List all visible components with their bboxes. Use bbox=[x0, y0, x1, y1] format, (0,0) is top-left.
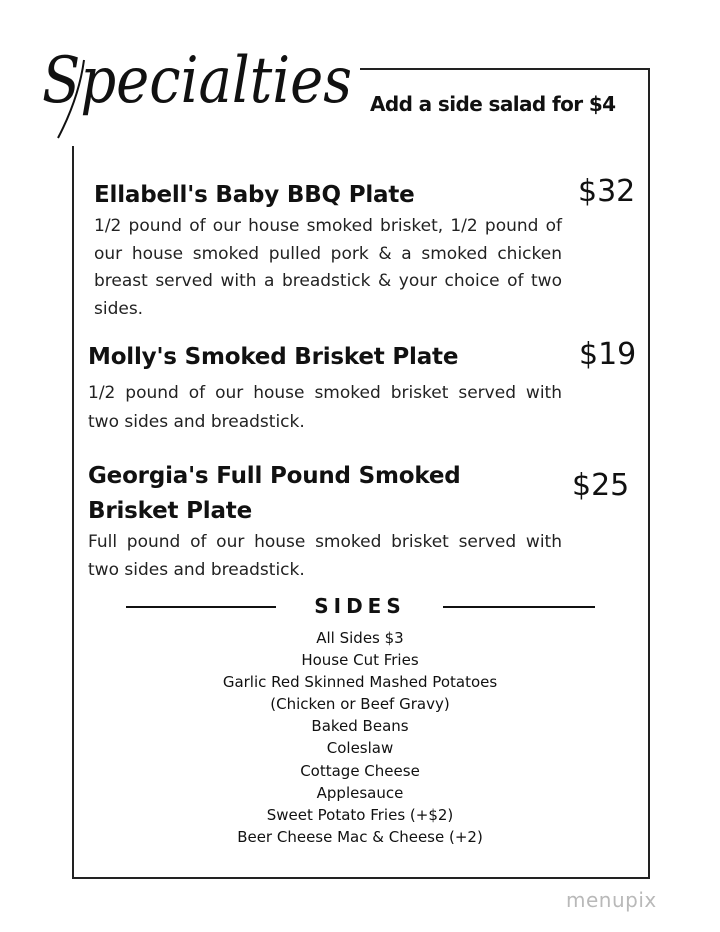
divider-right bbox=[443, 606, 595, 608]
list-item: Garlic Red Skinned Mashed Potatoes bbox=[222, 673, 498, 692]
menu-item-molly bbox=[88, 340, 562, 437]
item-name: Ellabell's Baby BBQ Plate bbox=[94, 182, 415, 208]
list-item: Coleslaw bbox=[326, 739, 394, 758]
list-item: (Chicken or Beef Gravy) bbox=[270, 695, 450, 714]
item-description: Full pound of our house smoked brisket served with two sides and breadstick. bbox=[88, 532, 562, 580]
item-description: 1/2 pound of our house smoked brisket, 1/2 pound of our house smoked pulled pork & a smoked chicken breast served with a breadstick & your choice of two sides. bbox=[94, 216, 562, 319]
item-price: $19 bbox=[579, 337, 637, 372]
item-description: 1/2 pound of our house smoked brisket served with two sides and breadstick. bbox=[88, 383, 562, 432]
sides-list bbox=[110, 627, 610, 848]
watermark: menupix bbox=[566, 888, 657, 912]
list-item: House Cut Fries bbox=[301, 651, 419, 670]
item-name: Molly's Smoked Brisket Plate bbox=[88, 344, 459, 370]
page-title bbox=[40, 20, 360, 146]
list-item: Cottage Cheese bbox=[300, 761, 420, 780]
side-salad-note: Add a side salad for $4 bbox=[370, 92, 616, 116]
list-item: Beer Cheese Mac & Cheese (+2) bbox=[237, 827, 483, 846]
menu-item-ellabell bbox=[94, 178, 562, 323]
page-title-text: Specialties bbox=[42, 44, 352, 118]
divider-left bbox=[126, 606, 276, 608]
sides-title: SIDES bbox=[314, 594, 406, 618]
item-price: $25 bbox=[572, 468, 630, 503]
list-item: All Sides $3 bbox=[316, 629, 404, 647]
list-item: Applesauce bbox=[316, 783, 404, 802]
item-name: Georgia's Full Pound Smoked Brisket Plate bbox=[88, 463, 461, 524]
item-price: $32 bbox=[578, 174, 636, 209]
menu-item-georgia bbox=[88, 459, 562, 584]
list-item: Sweet Potato Fries (+$2) bbox=[266, 805, 454, 824]
list-item: Baked Beans bbox=[311, 717, 409, 736]
sides-header bbox=[0, 594, 720, 620]
